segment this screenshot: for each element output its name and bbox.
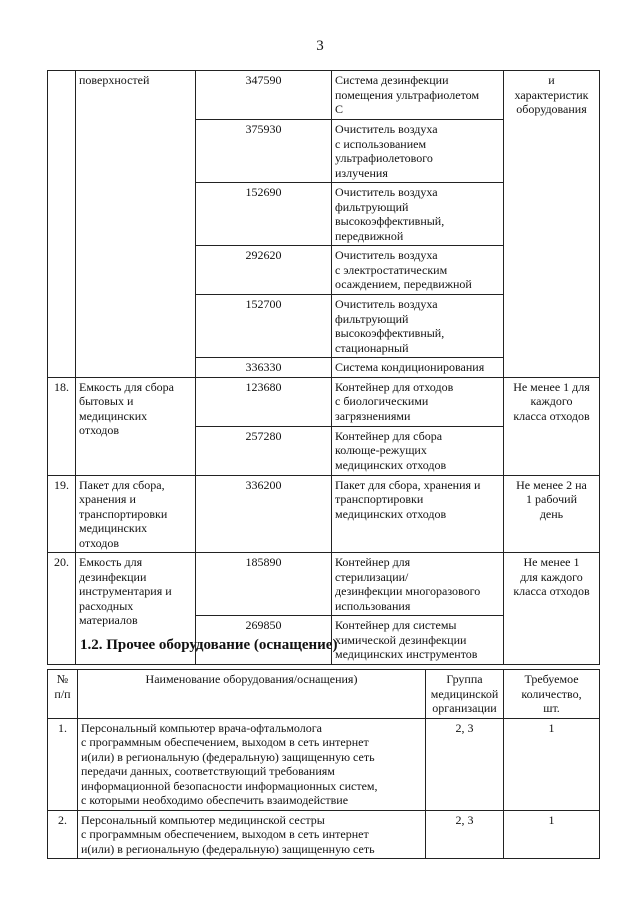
- item-code: 257280: [196, 426, 332, 475]
- table-row: [48, 377, 600, 426]
- other-equipment-table: [47, 669, 600, 859]
- item-code: 347590: [196, 71, 332, 120]
- equipment-name: Пакет для сбора, хранения и транспортировки медицинских отходов: [76, 475, 196, 553]
- table-row: [48, 718, 600, 810]
- item-code: 123680: [196, 377, 332, 426]
- required-quantity: 1: [504, 810, 600, 859]
- item-description: Контейнер для системы химической дезинфекции медицинских инструментов: [332, 616, 504, 665]
- row-number: 20.: [48, 553, 76, 665]
- medical-org-group: 2, 3: [426, 718, 504, 810]
- item-code: 152690: [196, 183, 332, 246]
- table-header-row: [48, 670, 600, 719]
- item-code: 185890: [196, 553, 332, 616]
- equipment-table: [47, 70, 600, 665]
- header-group: Группа медицинской организации: [426, 670, 504, 719]
- item-description: Система дезинфекции помещения ультрафиолетом С: [332, 71, 504, 120]
- page-number: 3: [316, 38, 324, 54]
- item-code: 152700: [196, 295, 332, 358]
- equipment-name: Емкость для сбора бытовых и медицинских отходов: [76, 377, 196, 475]
- section-title: 1.2. Прочее оборудование (оснащение): [80, 637, 338, 653]
- table-row: [48, 475, 600, 553]
- equipment-name: Персональный компьютер медицинской сестры с программным обеспечением, выходом в сеть интернет и(или) в региональную (федеральную) защищенную сеть: [78, 810, 426, 859]
- row-number: [48, 71, 76, 378]
- row-number: 18.: [48, 377, 76, 475]
- header-num: № п/п: [48, 670, 78, 719]
- item-code: 336200: [196, 475, 332, 553]
- required-quantity: и характеристик оборудования: [504, 71, 600, 378]
- item-description: Очиститель воздуха фильтрующий высокоэффективный, передвижной: [332, 183, 504, 246]
- item-description: Контейнер для сбора колюще-режущих медицинских отходов: [332, 426, 504, 475]
- equipment-name: Емкость для дезинфекции инструментария и расходных материалов: [76, 553, 196, 665]
- item-description: Очиститель воздуха с использованием ультрафиолетового излучения: [332, 120, 504, 183]
- equipment-name: Персональный компьютер врача-офтальмолога с программным обеспечением, выходом в сеть интернет и(или) в региональную (федеральную) защищенную сеть передачи данных, соответствующий требованиям информационной безопасности информационных систем, с которыми необходимо обеспечить взаимодействие: [78, 718, 426, 810]
- row-number: 19.: [48, 475, 76, 553]
- required-quantity: Не менее 2 на 1 рабочий день: [504, 475, 600, 553]
- table-row: [48, 71, 600, 120]
- required-quantity: Не менее 1 для каждого класса отходов: [504, 553, 600, 665]
- table-row: [48, 553, 600, 616]
- row-number: 2.: [48, 810, 78, 859]
- item-description: Контейнер для отходов с биологическими загрязнениями: [332, 377, 504, 426]
- item-description: Очиститель воздуха с электростатическим осаждением, передвижной: [332, 246, 504, 295]
- item-code: 375930: [196, 120, 332, 183]
- required-quantity: Не менее 1 для каждого класса отходов: [504, 377, 600, 475]
- item-description: Пакет для сбора, хранения и транспортировки медицинских отходов: [332, 475, 504, 553]
- item-code: 269850: [196, 616, 332, 665]
- item-description: Система кондиционирования: [332, 358, 504, 378]
- item-description: Очиститель воздуха фильтрующий высокоэффективный, стационарный: [332, 295, 504, 358]
- row-number: 1.: [48, 718, 78, 810]
- table-row: [48, 810, 600, 859]
- header-name: Наименование оборудования/оснащения): [78, 670, 426, 719]
- item-code: 292620: [196, 246, 332, 295]
- medical-org-group: 2, 3: [426, 810, 504, 859]
- item-description: Контейнер для стерилизации/ дезинфекции многоразового использования: [332, 553, 504, 616]
- required-quantity: 1: [504, 718, 600, 810]
- header-qty: Требуемое количество, шт.: [504, 670, 600, 719]
- equipment-name: поверхностей: [76, 71, 196, 378]
- item-code: 336330: [196, 358, 332, 378]
